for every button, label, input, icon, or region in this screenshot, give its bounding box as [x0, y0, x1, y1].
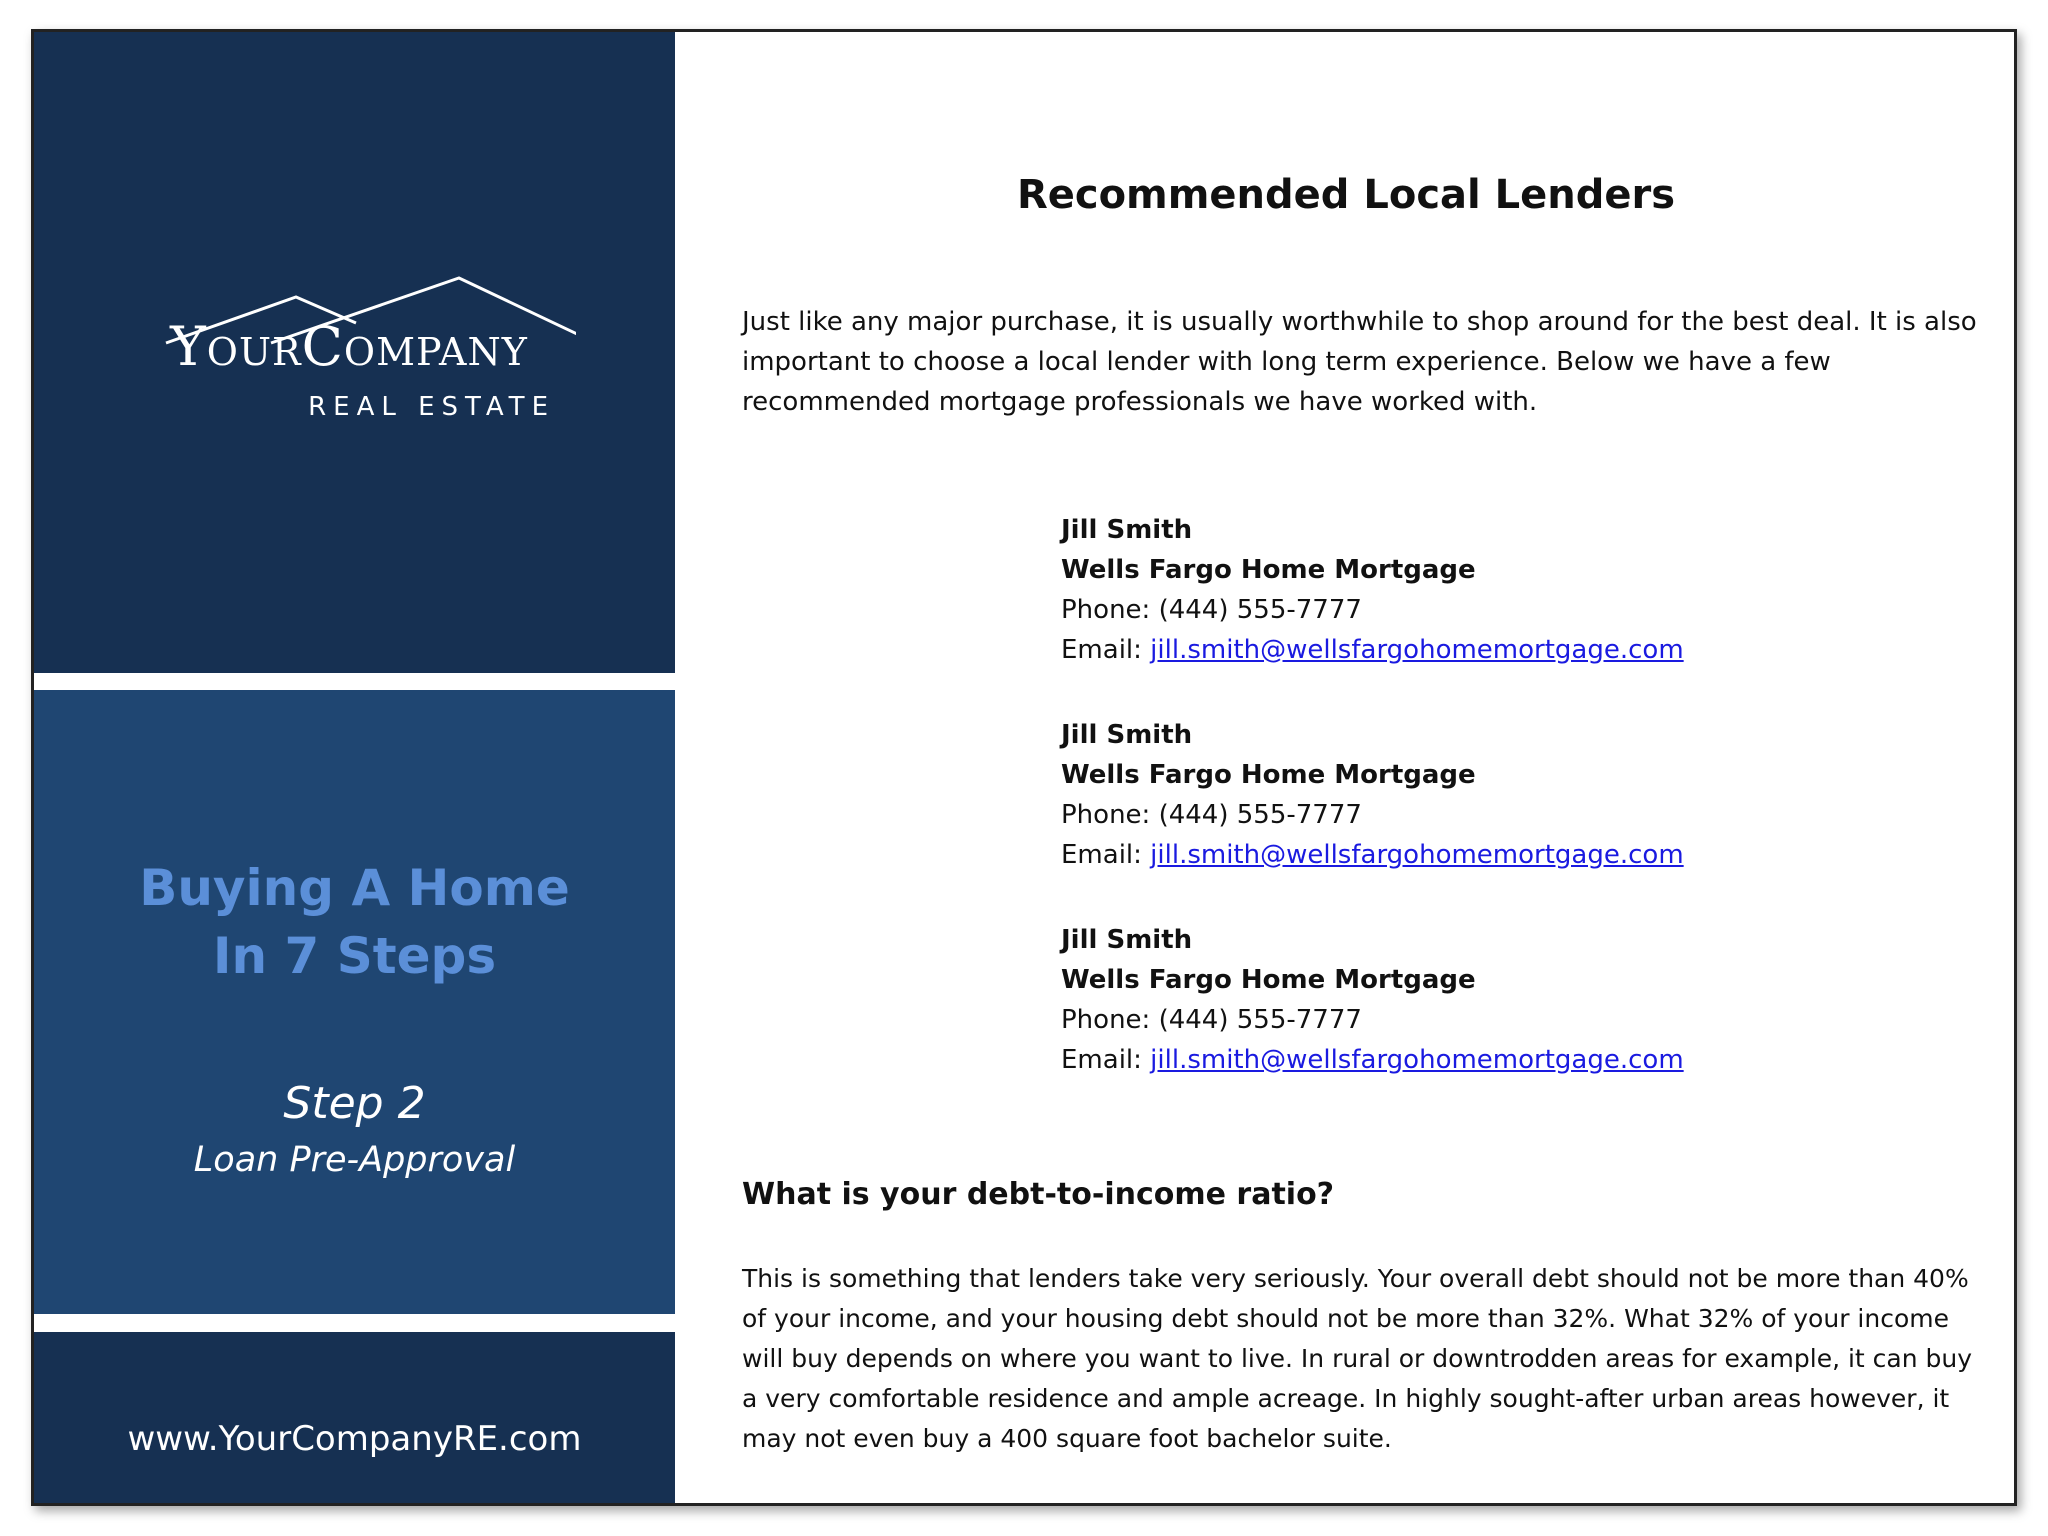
lender-phone: [1061, 795, 1961, 835]
lender-email: [1061, 835, 1961, 875]
lender-email: [1061, 630, 1961, 670]
lender-name: Jill Smith: [1061, 925, 1193, 955]
step-label: Step 2: [283, 1078, 426, 1129]
lender-company: Wells Fargo Home Mortgage: [1061, 965, 1476, 995]
step-name: Loan Pre-Approval: [193, 1140, 516, 1180]
guide-title-line2: In 7 Steps: [212, 927, 497, 985]
lender-card: [1061, 920, 1961, 1080]
guide-title: [34, 854, 675, 990]
website-panel: [34, 1332, 675, 1506]
website-url: www.YourCompanyRE.com: [127, 1419, 582, 1459]
section-heading: What is your debt-to-income ratio?: [742, 1177, 1335, 1212]
company-name: YourCompany: [170, 315, 528, 378]
company-tagline: REAL ESTATE: [308, 392, 555, 422]
section-body: This is something that lenders take very seriously. Your overall debt should not be more than 40% of your income, and your housing debt should not be more than 32%. What 32% of your income will buy depends on where you want to live. In rural or downtrodden areas for example, it can buy a very comfortable residence and ample acreage. In highly sought-after urban areas however, it may not even buy a 400 square foot bachelor suite.: [742, 1264, 1973, 1453]
email-link[interactable]: jill.smith@wellsfargohomemortgage.com: [1150, 1045, 1684, 1075]
phone-label: Phone:: [1061, 595, 1151, 625]
phone-value: (444) 555-7777: [1158, 800, 1362, 830]
lender-phone: [1061, 1000, 1961, 1040]
brand-panel: [34, 32, 675, 673]
guide-panel: [34, 690, 675, 1314]
email-link[interactable]: jill.smith@wellsfargohomemortgage.com: [1150, 635, 1684, 665]
intro-paragraph: Just like any major purchase, it is usually worthwhile to shop around for the best deal. It is also important to choose a local lender with long term experience. Below we have a few recommended mortgage professionals we have worked with.: [742, 307, 1977, 417]
guide-title-line1: Buying A Home: [139, 859, 570, 917]
lender-card: [1061, 510, 1961, 670]
phone-value: (444) 555-7777: [1158, 1005, 1362, 1035]
lender-company: Wells Fargo Home Mortgage: [1061, 760, 1476, 790]
lender-name: Jill Smith: [1061, 720, 1193, 750]
phone-label: Phone:: [1061, 800, 1151, 830]
email-label: Email:: [1061, 840, 1142, 870]
page-title: Recommended Local Lenders: [1016, 172, 1676, 218]
lender-card: [1061, 715, 1961, 875]
lender-phone: [1061, 590, 1961, 630]
content-area: [675, 32, 2017, 1503]
phone-label: Phone:: [1061, 1005, 1151, 1035]
phone-value: (444) 555-7777: [1158, 595, 1362, 625]
email-label: Email:: [1061, 635, 1142, 665]
sidebar: [34, 32, 675, 1503]
flyer-page: [31, 29, 2017, 1506]
lender-email: [1061, 1040, 1961, 1080]
email-link[interactable]: jill.smith@wellsfargohomemortgage.com: [1150, 840, 1684, 870]
email-label: Email:: [1061, 1045, 1142, 1075]
lender-name: Jill Smith: [1061, 515, 1193, 545]
lender-company: Wells Fargo Home Mortgage: [1061, 555, 1476, 585]
